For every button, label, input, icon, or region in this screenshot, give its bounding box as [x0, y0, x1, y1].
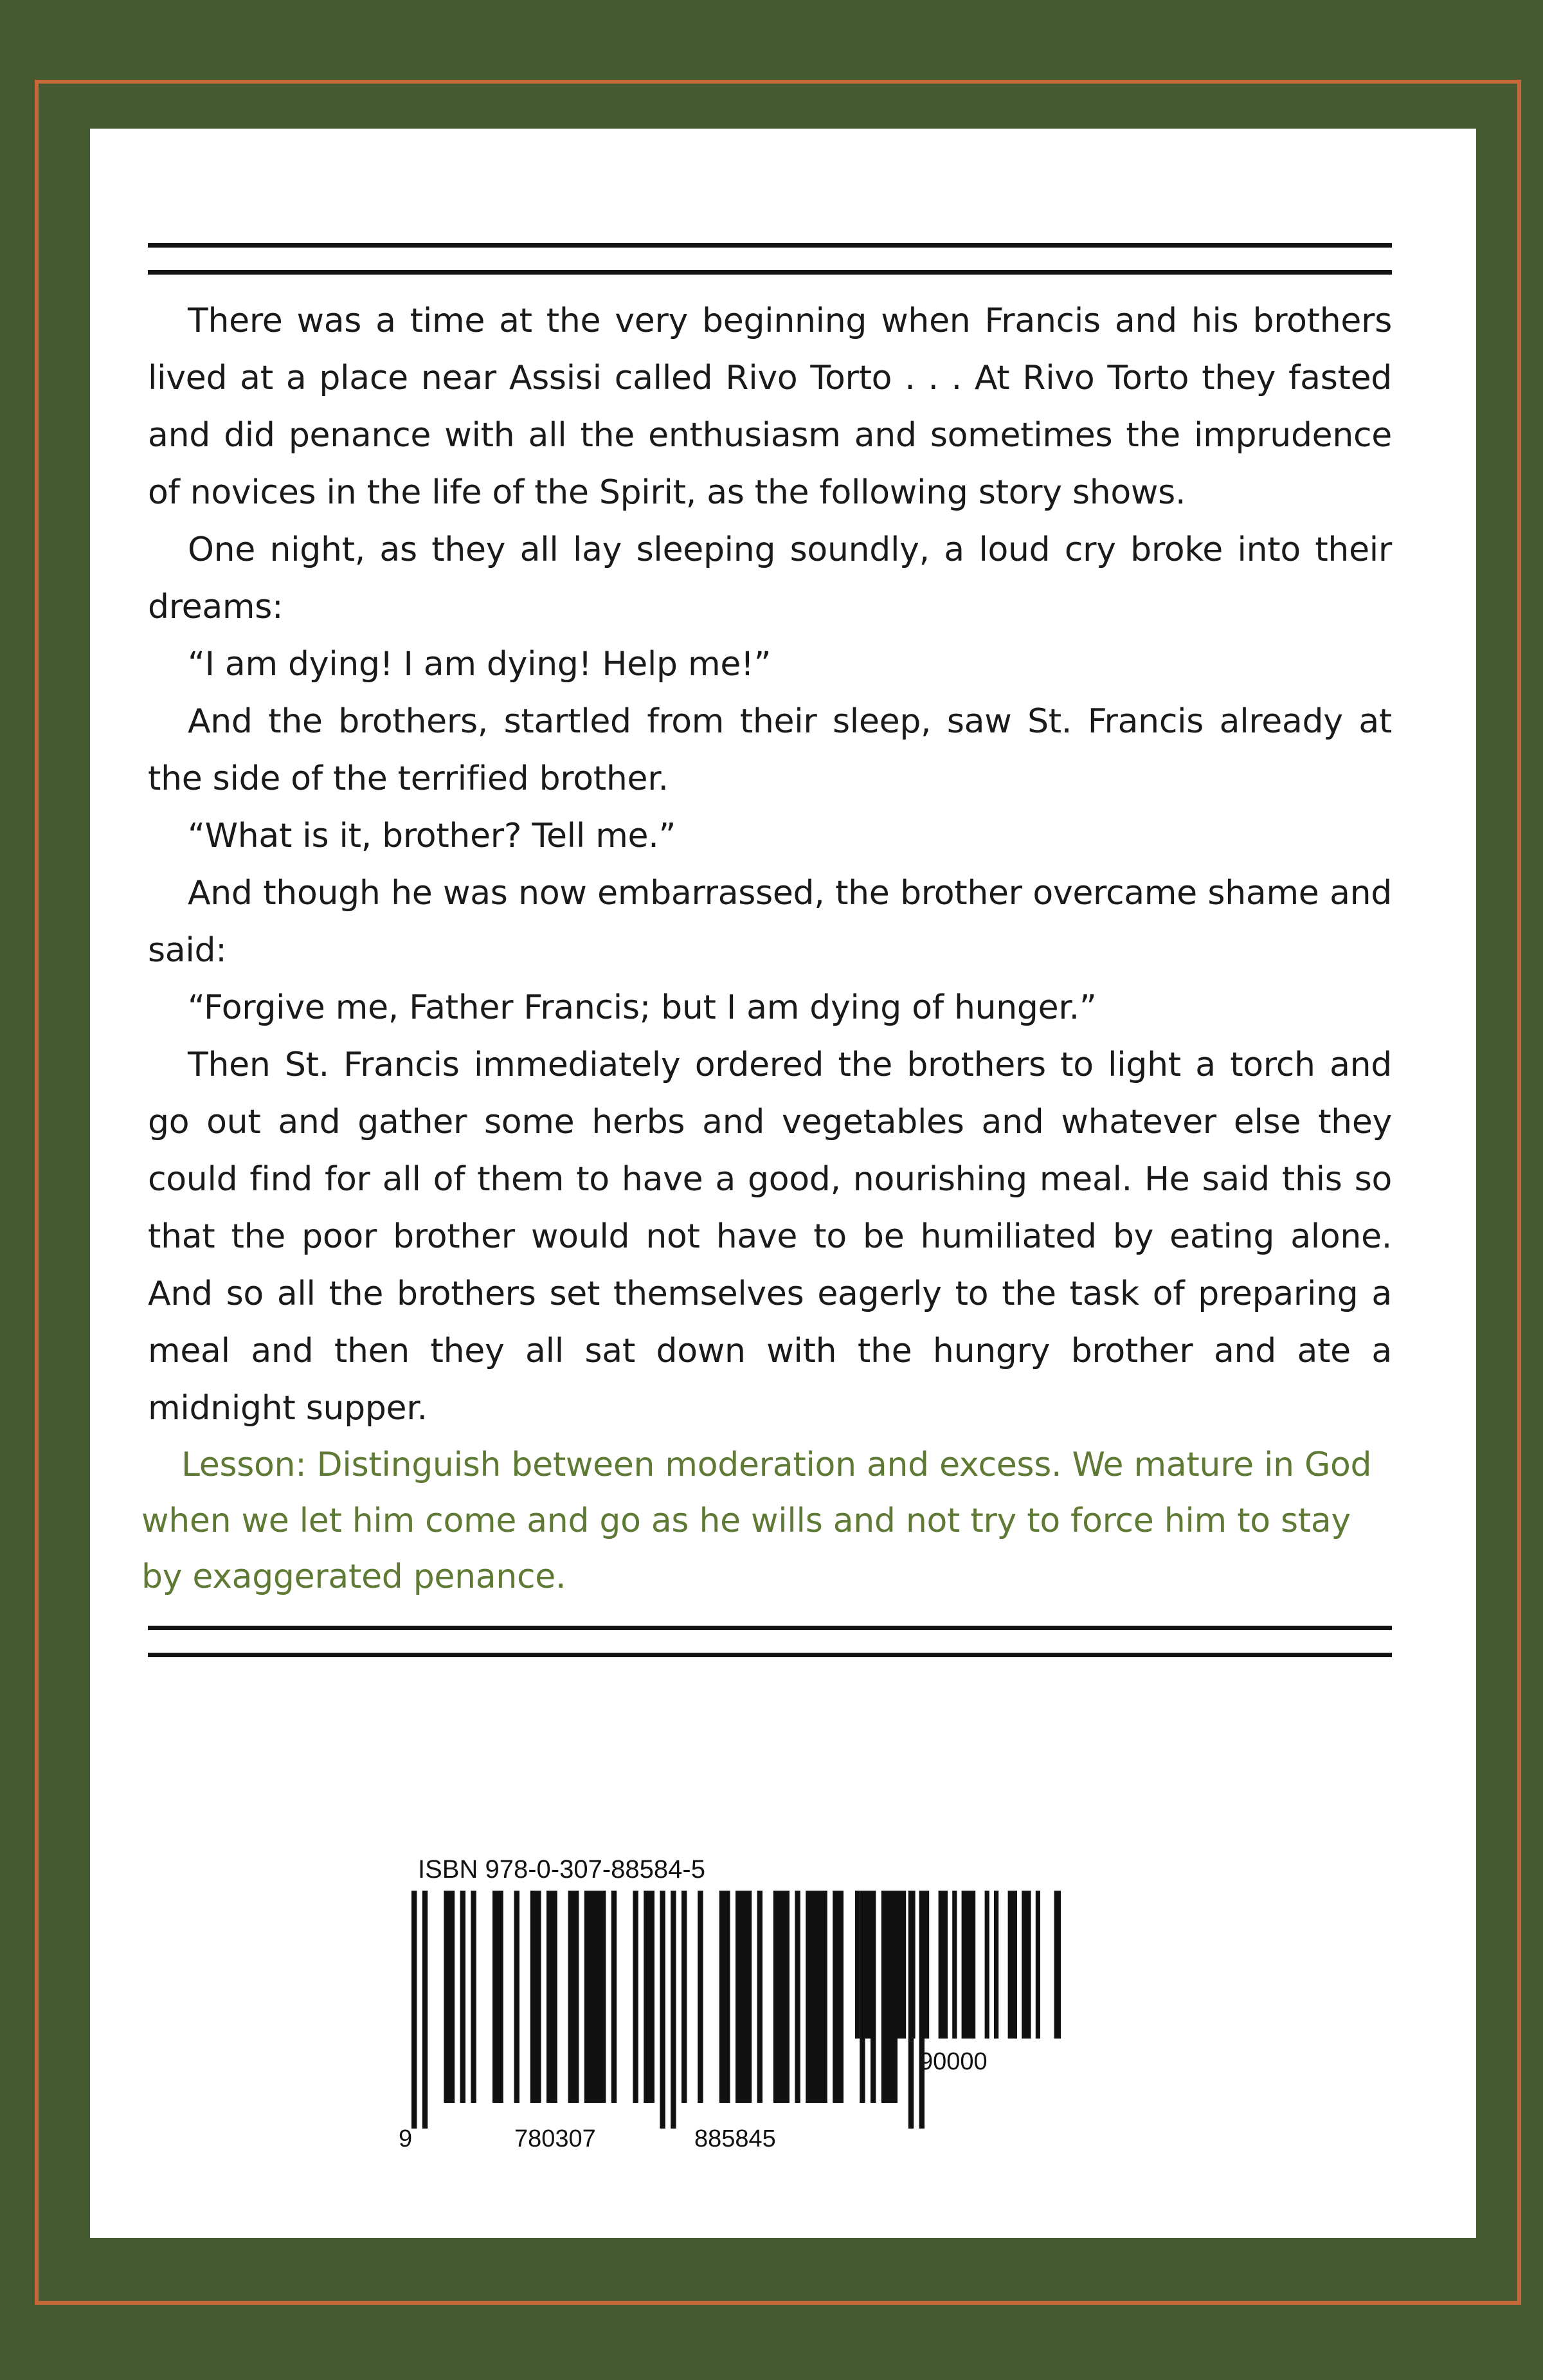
- story-paragraph: One night, as they all lay sleeping soundly, a loud cry broke into their dreams:: [148, 531, 1392, 626]
- barcode-bar: [411, 1891, 417, 2129]
- barcode-bar: [1022, 1891, 1031, 2039]
- isbn-barcode: [411, 1891, 926, 2219]
- barcode-bar: [1054, 1891, 1061, 2039]
- barcode-bar: [471, 1891, 476, 2103]
- barcode-bar: [897, 1891, 906, 2039]
- barcode-bar: [864, 1891, 873, 2039]
- barcode-bar: [939, 1891, 948, 2039]
- barcode-bar: [910, 1891, 915, 2039]
- barcode-bar: [925, 1891, 929, 2039]
- barcode-bar: [698, 1891, 703, 2103]
- barcode-bar: [568, 1891, 579, 2103]
- barcode-bar: [584, 1891, 606, 2103]
- barcode-bar: [806, 1891, 827, 2103]
- story-paragraph: Then St. Francis immediately ordered the brothers to light a torch and go out and gather some herbs and vegetables and whatever else they could find for all of them to have a good, nourishing meal. He said this so that the poor brother would not have to be humiliated by eating alone. And so all the brothers set themselves eagerly to the task of preparing a meal and then they all sat down with the hungry brother and ate a midnight supper.: [148, 1046, 1392, 1428]
- story-paragraph: “I am dying! I am dying! Help me!”: [188, 645, 772, 684]
- barcode-bar: [514, 1891, 519, 2103]
- barcode-bar: [833, 1891, 844, 2103]
- barcode-bar: [546, 1891, 557, 2103]
- barcode-bar: [671, 1891, 676, 2129]
- isbn-label: ISBN 978-0-307-88584-5: [418, 1855, 705, 1884]
- barcode-bar: [994, 1891, 998, 2039]
- barcode-bar: [660, 1891, 665, 2129]
- story-text: [148, 293, 1392, 1437]
- barcode-bar: [757, 1891, 762, 2103]
- top-rule-2: [148, 270, 1392, 275]
- story-paragraph: And the brothers, startled from their sleep, saw St. Francis already at the side of the terrified brother.: [148, 702, 1392, 798]
- barcode-bar: [1008, 1891, 1017, 2039]
- barcode-right-digits: 885845: [694, 2125, 776, 2152]
- barcode-bar: [952, 1891, 957, 2039]
- barcode-left-digits: 780307: [514, 2125, 596, 2152]
- barcode-bar: [633, 1891, 638, 2103]
- barcode-bar: [735, 1891, 752, 2103]
- barcode-bar: [773, 1891, 790, 2103]
- bottom-rule-2: [148, 1653, 1392, 1657]
- barcode-bar: [611, 1891, 617, 2103]
- barcode-bar: [422, 1891, 428, 2129]
- addon-digits: 90000: [919, 2048, 988, 2075]
- barcode-bar: [855, 1891, 860, 2039]
- barcode-bar: [795, 1891, 800, 2103]
- story-paragraph: There was a time at the very beginning when Francis and his brothers lived at a place near Assisi called Rivo Torto . . . At Rivo Torto they fasted and did penance with all the enthusiasm and sometimes the imprudence of novices in the life of the Spirit, as the following story shows.: [148, 302, 1392, 512]
- barcode-bar: [681, 1891, 687, 2103]
- barcode-lead-digit: 9: [399, 2125, 413, 2152]
- barcode-bar: [962, 1891, 976, 2039]
- barcode-bar: [444, 1891, 455, 2103]
- top-rule-1: [148, 243, 1392, 248]
- barcode-bar: [644, 1891, 654, 2103]
- barcode-bar: [887, 1891, 892, 2039]
- barcode-bar: [985, 1891, 989, 2039]
- barcode-bar: [530, 1891, 541, 2103]
- story-paragraph: And though he was now embarrassed, the brother overcame shame and said:: [148, 874, 1392, 970]
- back-cover-page: [90, 129, 1476, 2238]
- price-addon-barcode: [855, 1891, 1061, 2039]
- lesson-text: Lesson: Distinguish between moderation and excess. We mature in God when we let him come and go as he wills and not try to force him to stay by exaggerated penance.: [141, 1446, 1372, 1596]
- story-paragraph: “What is it, brother? Tell me.”: [188, 817, 676, 855]
- barcode-bar: [719, 1891, 730, 2103]
- barcode-bar: [1036, 1891, 1040, 2039]
- barcode-bar: [460, 1891, 465, 2103]
- story-paragraph: “Forgive me, Father Francis; but I am dying of hunger.”: [188, 988, 1097, 1027]
- bottom-rule-1: [148, 1626, 1392, 1630]
- barcode-bar: [492, 1891, 503, 2103]
